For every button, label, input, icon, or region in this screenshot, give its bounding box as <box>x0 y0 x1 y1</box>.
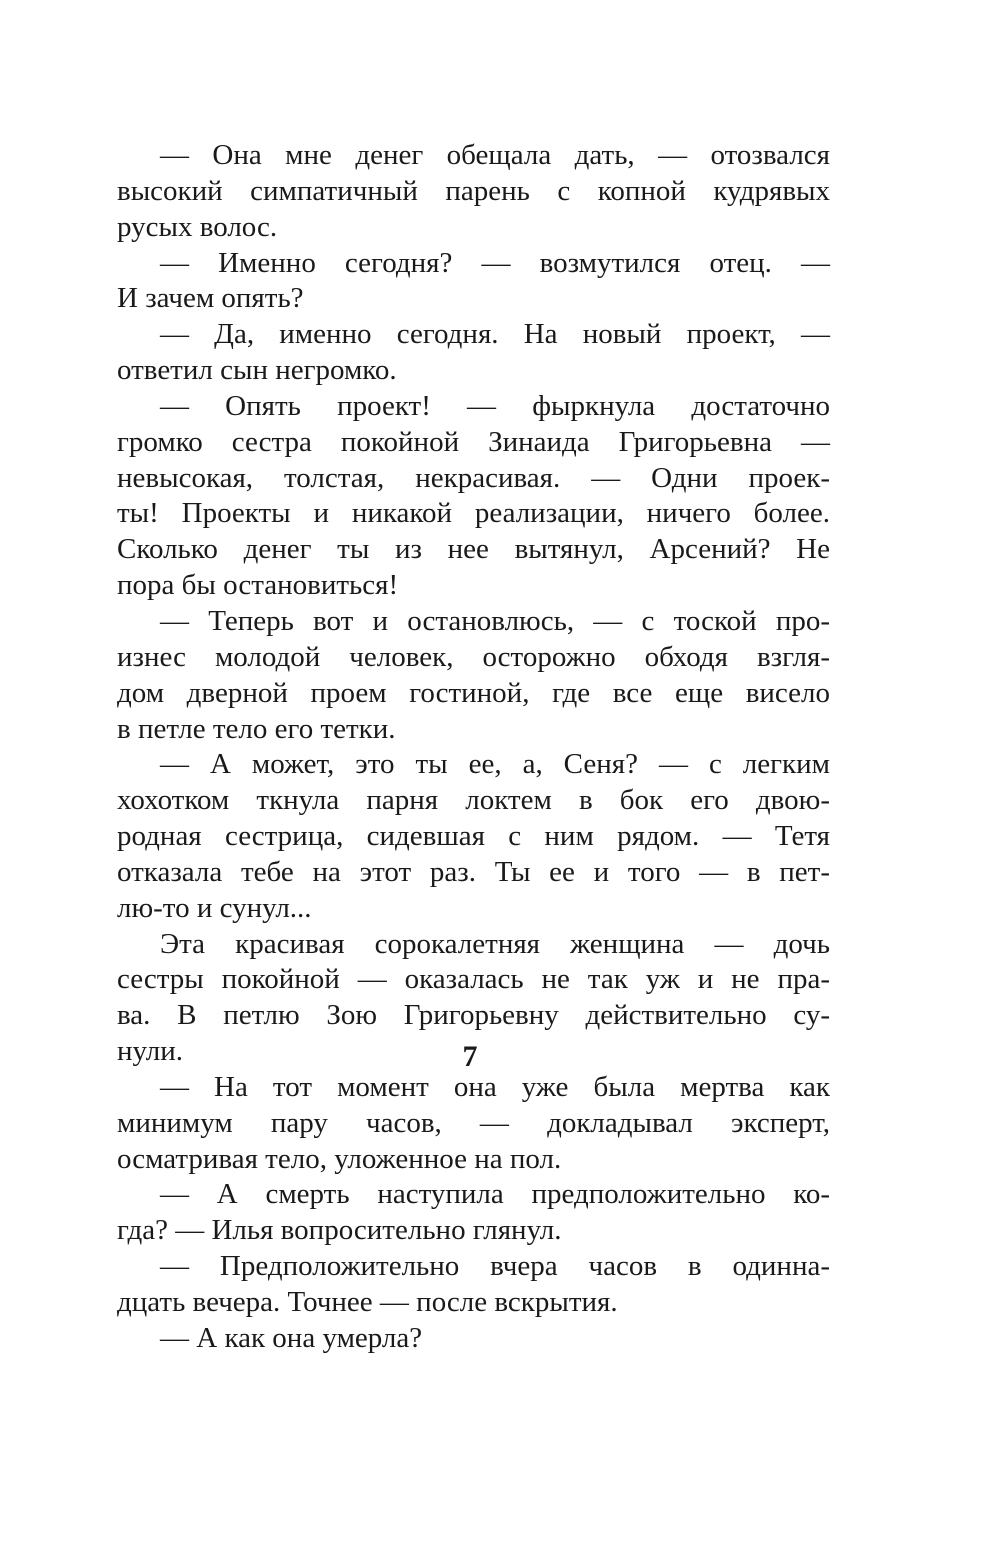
text-line: русых волос. <box>117 210 278 243</box>
text-line: хохотком ткнула парня локтем в бок его двою- <box>117 784 830 817</box>
text-line: сестры покойной — оказалась не так уж и не пра- <box>117 963 830 996</box>
text-line: — На тот момент она уже была мертва как <box>160 1070 830 1103</box>
text-line: Эта красивая сорокалетняя женщина — дочь <box>160 927 830 960</box>
text-line: — Опять проект! — фыркнула достаточно <box>160 389 830 422</box>
paragraph <box>117 747 830 926</box>
text-line: — А смерть наступила предположительно ко- <box>160 1178 830 1211</box>
text-line: — Да, именно сегодня. На новый проект, — <box>160 318 830 351</box>
paragraph <box>117 1177 830 1249</box>
page-body-text <box>117 138 830 1357</box>
text-line: невысокая, толстая, некрасивая. — Одни проек- <box>117 461 830 494</box>
text-line: нули. <box>117 1035 183 1068</box>
text-line: изнес молодой человек, осторожно обходя взгля- <box>117 640 830 673</box>
text-line: — Именно сегодня? — возмутился отец. — <box>160 246 830 279</box>
text-line: отказала тебе на этот раз. Ты ее и того — в пет- <box>117 855 830 888</box>
text-line: в петле тело его тетки. <box>117 712 396 745</box>
paragraph <box>117 1249 830 1321</box>
paragraph <box>117 138 830 246</box>
text-line: гда? — Илья вопросительно глянул. <box>117 1214 562 1247</box>
text-line: дцать вечера. Точнее — после вскрытия. <box>117 1286 618 1318</box>
text-line: — А как она умерла? <box>160 1321 423 1354</box>
text-line: — Она мне денег обещала дать, — отозвался <box>160 139 830 171</box>
text-line: — Предположительно вчера часов в одинна- <box>160 1250 830 1283</box>
text-line: Сколько денег ты из нее вытянул, Арсений? Не <box>117 533 830 566</box>
paragraph <box>117 1321 830 1357</box>
page-number: 7 <box>462 1040 478 1073</box>
text-line: осматривая тело, уложенное на пол. <box>117 1142 562 1175</box>
text-line: высокий симпатичный парень с копной кудрявых <box>117 174 830 207</box>
paragraph <box>117 604 830 747</box>
paragraph <box>117 1070 830 1178</box>
paragraph <box>117 317 830 389</box>
paragraph <box>117 389 830 604</box>
text-line: пора бы остановиться! <box>117 569 399 602</box>
text-line: — Теперь вот и остановлюсь, — с тоской про- <box>160 604 830 637</box>
text-line: громко сестра покойной Зинаида Григорьевна — <box>117 425 830 458</box>
text-line: ва. В петлю Зою Григорьевну действительно су- <box>117 999 830 1032</box>
text-line: минимум пару часов, — докладывал эксперт, <box>117 1106 830 1139</box>
text-line: И зачем опять? <box>117 282 304 315</box>
text-line: родная сестрица, сидевшая с ним рядом. — Тетя <box>117 820 830 853</box>
text-line: ты! Проекты и никакой реализации, ничего более. <box>117 497 830 530</box>
text-line: дом дверной проем гостиной, где все еще висело <box>117 676 830 709</box>
text-line: лю-то и сунул... <box>117 891 312 924</box>
text-line: ответил сын негромко. <box>117 354 397 387</box>
paragraph <box>117 246 830 318</box>
text-line: — А может, это ты ее, а, Сеня? — с легким <box>160 748 830 781</box>
